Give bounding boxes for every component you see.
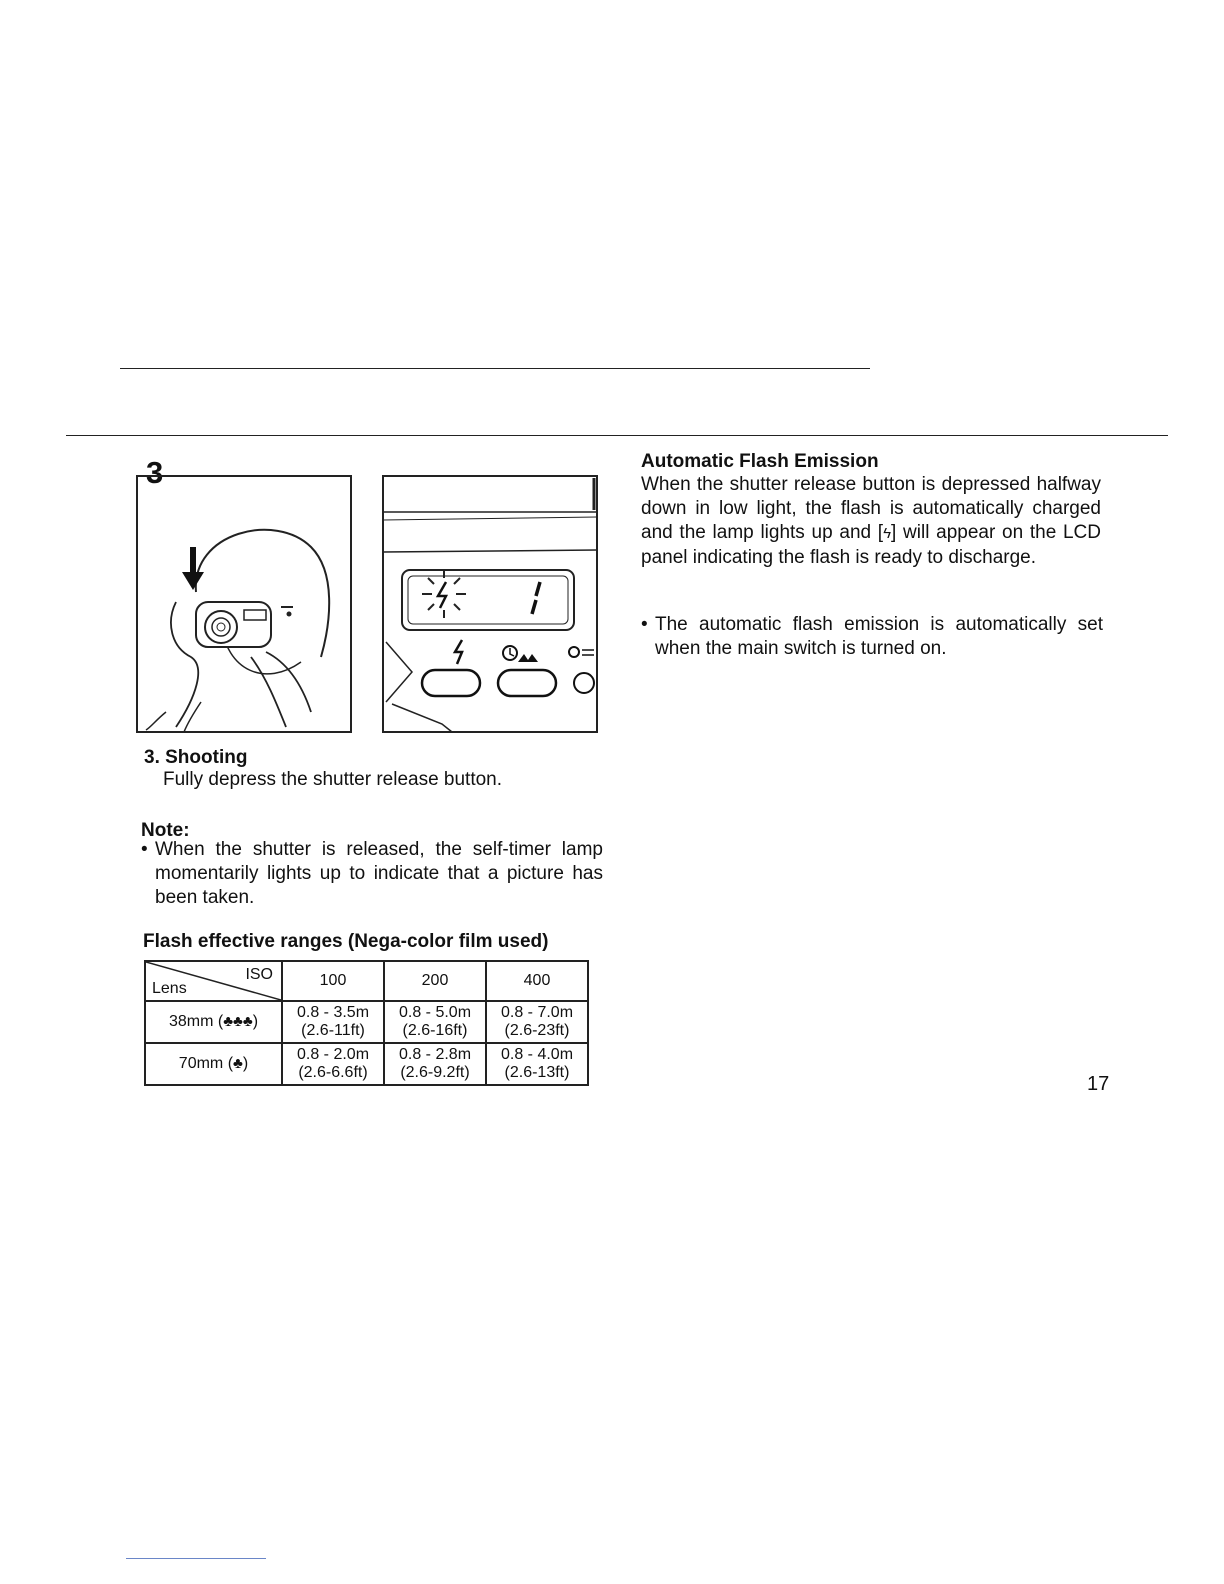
range-cell xyxy=(486,1043,588,1085)
auto-flash-text-a: When the shutter release button is depressed halfway down in low light, the flash is automatically charged and the lamp lights up and [ xyxy=(641,474,1101,543)
range-meters: 0.8 - 3.5m xyxy=(296,1004,370,1021)
shooting-illustration xyxy=(136,472,352,734)
range-feet: (2.6-23ft) xyxy=(504,1022,570,1039)
auto-flash-text-b: ] will appear on the LCD panel indicating the flash is ready to discharge. xyxy=(641,522,1102,568)
arrow-down-icon xyxy=(182,547,204,590)
range-feet: (2.6-9.2ft) xyxy=(400,1064,470,1081)
range-feet: (2.6-13ft) xyxy=(504,1064,570,1081)
range-cell xyxy=(384,1043,486,1085)
table-row xyxy=(145,1001,588,1043)
lens-cell xyxy=(145,1001,282,1043)
range-meters: 0.8 - 2.0m xyxy=(296,1046,370,1063)
bottom-blue-rule xyxy=(126,1558,266,1559)
range-meters: 0.8 - 4.0m xyxy=(500,1046,574,1063)
range-feet: (2.6-6.6ft) xyxy=(298,1064,368,1081)
section-rule xyxy=(66,435,1168,436)
table-row xyxy=(145,1043,588,1085)
lens-tele-icon: ♣ xyxy=(233,1055,243,1072)
range-cell xyxy=(384,1001,486,1043)
lens-label-end: ) xyxy=(252,1013,259,1030)
page-number: 17 xyxy=(1087,1073,1110,1095)
range-meters: 0.8 - 5.0m xyxy=(398,1004,472,1021)
lcd-panel-illustration xyxy=(382,472,600,734)
auto-flash-bullet-text: The automatic flash emission is automatically set when the main switch is turned on. xyxy=(655,614,1103,659)
shooting-text: Fully depress the shutter release button. xyxy=(163,769,503,790)
lens-wide-icon: ♣♣♣ xyxy=(223,1013,253,1030)
flash-ranges-table xyxy=(144,960,589,1086)
lens-label: 38mm ( xyxy=(168,1013,224,1030)
top-rule xyxy=(120,368,870,369)
table-header-row xyxy=(145,961,588,1001)
corner-iso-label: ISO xyxy=(245,966,273,983)
range-meters: 0.8 - 2.8m xyxy=(398,1046,472,1063)
iso-header: 200 xyxy=(384,961,486,1001)
flash-icon xyxy=(455,640,462,664)
step-number: 3 xyxy=(146,455,164,490)
note-title: Note: xyxy=(141,820,190,841)
note-item-text: When the shutter is released, the self-timer lamp momentarily lights up to indicate that a picture has been taken. xyxy=(155,839,603,908)
flash-symbol-icon: ϟ xyxy=(883,525,892,542)
auto-flash-title: Automatic Flash Emission xyxy=(641,451,879,472)
corner-lens-label: Lens xyxy=(152,980,187,997)
bullet-marker: • xyxy=(641,614,648,635)
shooting-title: 3. Shooting xyxy=(144,747,248,768)
lens-cell xyxy=(145,1043,282,1085)
range-cell xyxy=(282,1043,384,1085)
range-meters: 0.8 - 7.0m xyxy=(500,1004,574,1021)
range-cell xyxy=(282,1001,384,1043)
note-item xyxy=(141,838,603,910)
range-feet: (2.6-11ft) xyxy=(301,1022,365,1039)
auto-flash-bullet xyxy=(641,613,1103,661)
auto-flash-text xyxy=(641,473,1101,570)
lens-label-end: ) xyxy=(242,1055,249,1072)
lens-label: 70mm ( xyxy=(178,1055,234,1072)
range-feet: (2.6-16ft) xyxy=(402,1022,468,1039)
table-corner-cell xyxy=(145,961,282,1001)
iso-header: 400 xyxy=(486,961,588,1001)
bullet-marker: • xyxy=(141,839,148,860)
range-cell xyxy=(486,1001,588,1043)
flash-table-title: Flash effective ranges (Nega-color film used) xyxy=(143,931,549,952)
landscape-icon xyxy=(518,654,538,662)
self-timer-icon xyxy=(503,646,517,660)
iso-header: 100 xyxy=(282,961,384,1001)
